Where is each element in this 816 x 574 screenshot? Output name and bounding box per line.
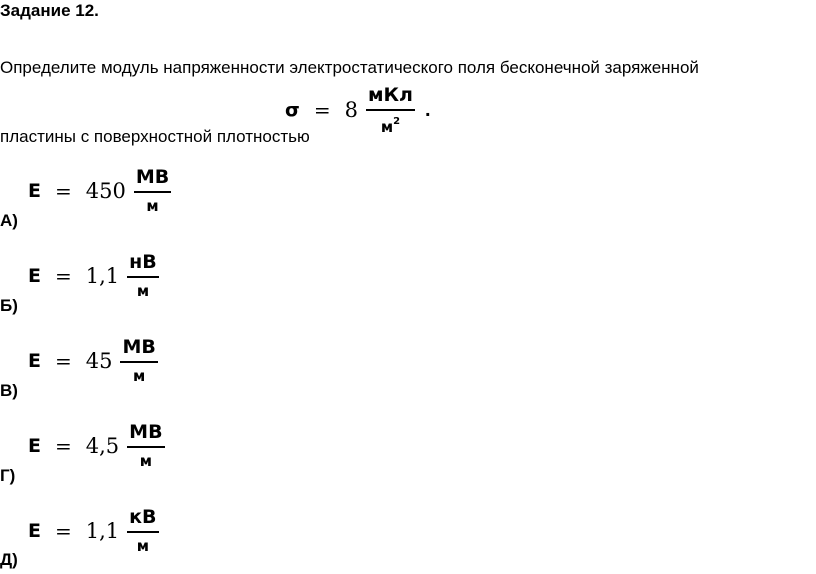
option-e-label: Д) xyxy=(0,550,18,569)
e-symbol: E xyxy=(28,519,41,542)
option-unit-denominator: м xyxy=(139,452,152,470)
option-unit-numerator: МВ xyxy=(135,166,170,188)
option-unit-numerator: кВ xyxy=(129,506,157,528)
option-unit-fraction xyxy=(127,421,164,470)
option-unit-numerator: МВ xyxy=(122,336,156,358)
option-unit-denominator: м xyxy=(133,367,146,385)
equals-sign: = xyxy=(54,263,72,288)
option-d-label: Г) xyxy=(0,466,16,485)
given-unit-fraction xyxy=(366,84,415,136)
option-a-formula xyxy=(28,166,171,215)
option-value: 1,1 xyxy=(85,263,120,288)
equals-sign: = xyxy=(54,348,72,373)
option-d-formula xyxy=(28,421,165,470)
task-title: Задание 12. xyxy=(0,1,99,20)
option-c-formula xyxy=(28,336,158,385)
option-unit-fraction xyxy=(134,166,171,215)
equals-sign: = xyxy=(54,518,72,543)
e-symbol: E xyxy=(28,179,41,202)
option-value: 45 xyxy=(85,348,113,373)
option-unit-fraction xyxy=(120,336,157,385)
option-unit-denominator: м xyxy=(136,282,150,300)
given-end-dot: . xyxy=(424,98,431,121)
equals-sign: = xyxy=(54,178,72,203)
e-symbol: E xyxy=(28,264,41,287)
option-unit-numerator: нВ xyxy=(129,251,157,273)
option-value: 4,5 xyxy=(85,433,120,458)
e-symbol: E xyxy=(28,434,41,457)
option-b-formula xyxy=(28,251,159,300)
option-a-label: А) xyxy=(0,211,18,230)
option-unit-fraction xyxy=(127,506,158,555)
equals-sign: = xyxy=(54,433,72,458)
sigma-symbol: σ xyxy=(285,99,300,121)
option-value: 1,1 xyxy=(85,518,120,543)
equals-sign: = xyxy=(313,98,331,122)
e-symbol: E xyxy=(28,349,41,372)
option-unit-numerator: МВ xyxy=(129,421,163,443)
given-unit-numerator: мКл xyxy=(367,84,413,106)
option-c-label: В) xyxy=(0,381,18,400)
option-unit-fraction xyxy=(127,251,159,300)
task-text-line1: Определите модуль напряженности электростатического поля бесконечной заряженной xyxy=(0,58,699,77)
given-value: 8 xyxy=(344,98,358,122)
option-b-label: Б) xyxy=(0,296,18,315)
option-value: 450 xyxy=(85,178,126,203)
option-unit-denominator: м xyxy=(146,197,159,215)
option-e-formula xyxy=(28,506,159,555)
task-text-line2: пластины с поверхностной плотностью xyxy=(0,127,310,146)
option-unit-denominator: м xyxy=(136,537,149,555)
given-unit-denominator: $м^2$ xyxy=(380,116,401,136)
